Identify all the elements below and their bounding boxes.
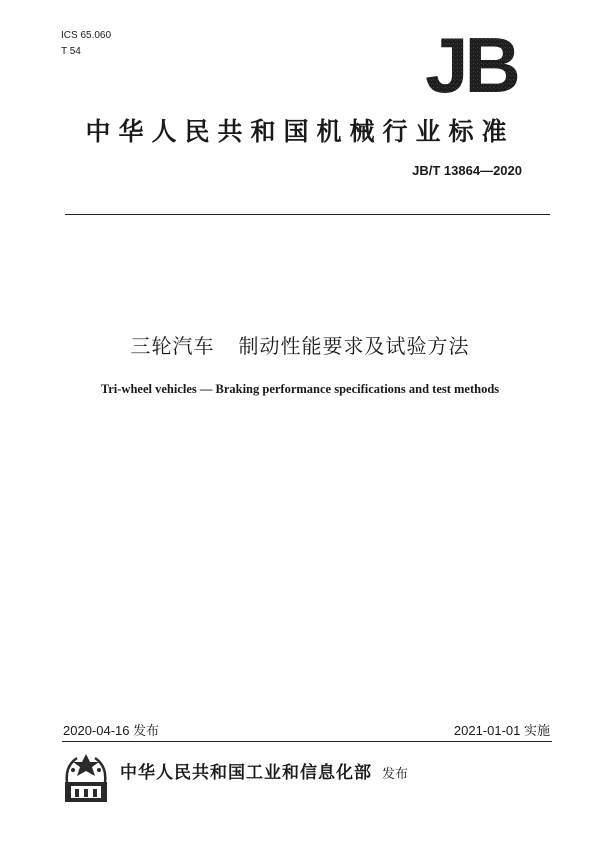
issuing-authority [120, 758, 408, 783]
title-english: Tri-wheel vehicles — Braking performance specifications and test methods [100, 382, 500, 396]
classification-codes [61, 28, 111, 60]
national-emblem-icon [63, 752, 109, 804]
ccs-code: T 54 [61, 46, 81, 57]
footer-divider [62, 741, 552, 742]
issuer-name: 中华人民共和国工业和信息化部 [120, 763, 372, 783]
title-chinese-part2: 制动性能要求及试验方法 [238, 334, 470, 358]
issue-date: 2020-04-16 发布 [63, 723, 160, 738]
standard-category: 中华人民共和国机械行业标准 [85, 117, 515, 146]
jb-logo [408, 30, 534, 96]
header-divider [65, 214, 550, 215]
title-chinese [0, 330, 600, 359]
title-chinese-part1: 三轮汽车 [130, 334, 215, 358]
effective-date: 2021-01-01 实施 [453, 723, 550, 738]
ics-code: ICS 65.060 [61, 30, 112, 41]
svg-text:JB: JB [425, 30, 517, 96]
issuer-suffix: 发布 [382, 767, 409, 782]
standard-number: JB/T 13864—2020 [412, 163, 522, 178]
